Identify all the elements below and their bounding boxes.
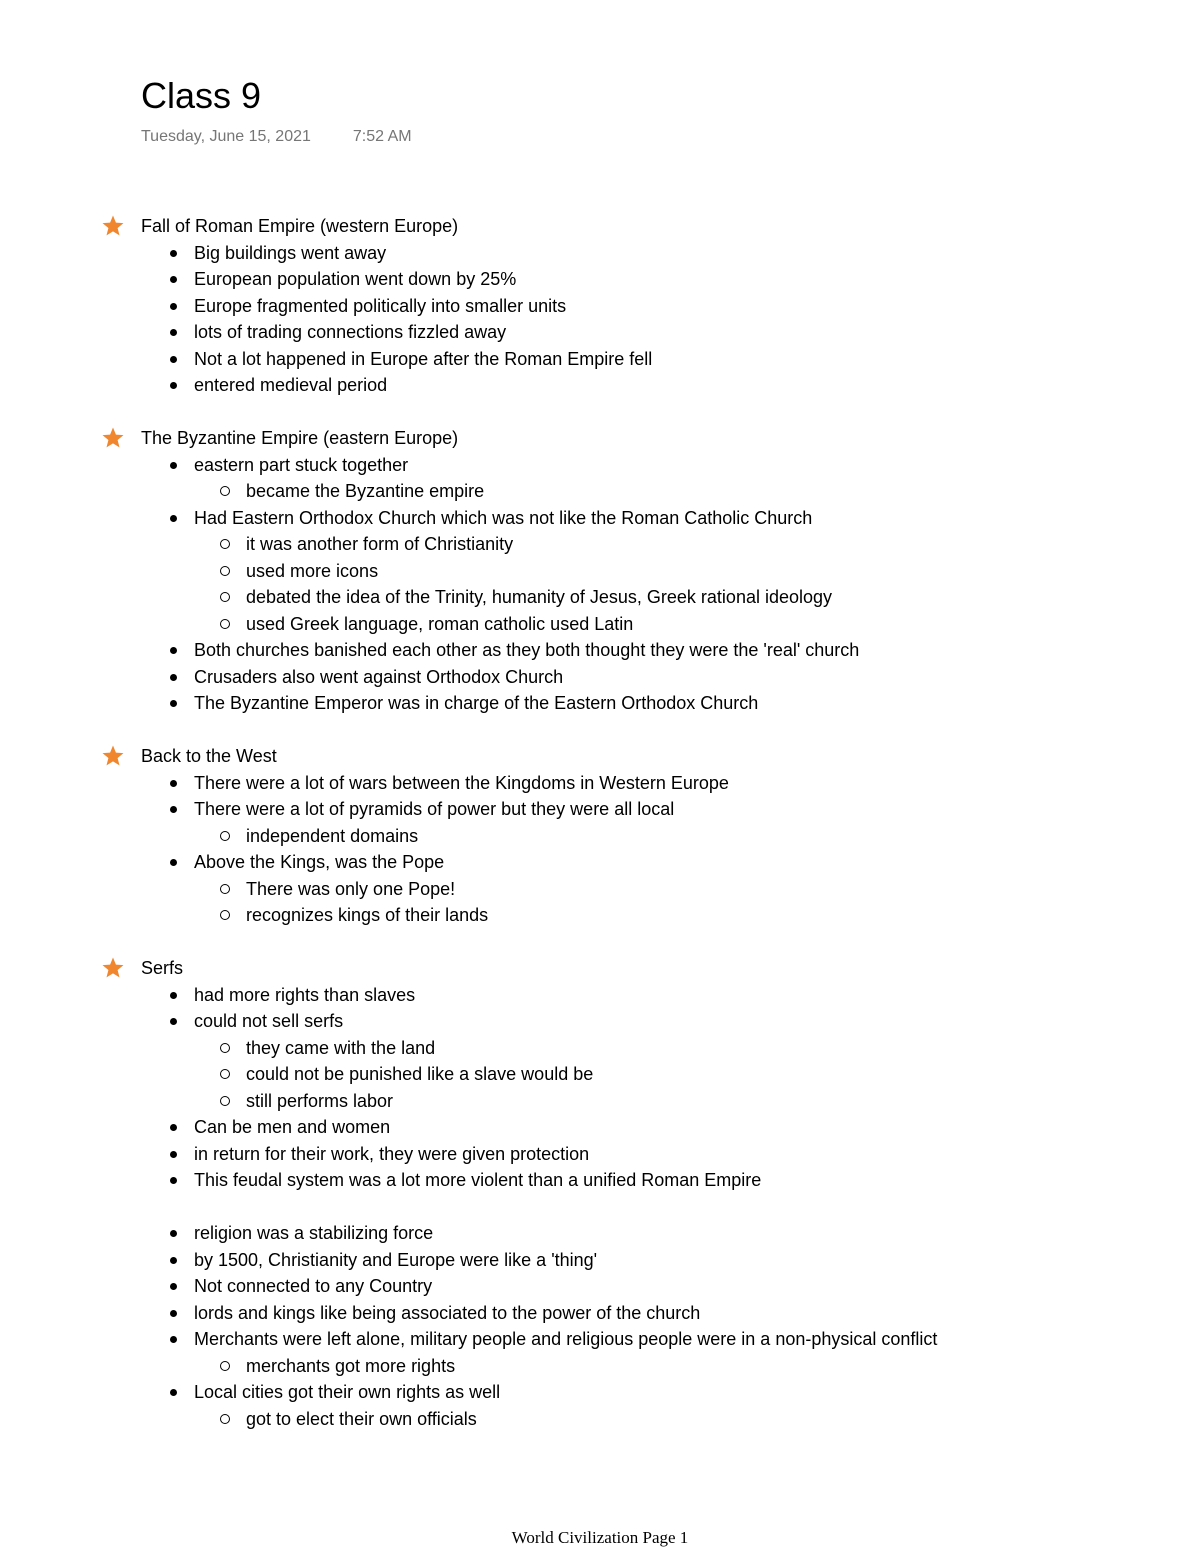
bullet-item: Above the Kings, was the Pope xyxy=(0,849,1200,876)
section-heading xyxy=(0,743,1200,770)
bullet-item: had more rights than slaves xyxy=(0,982,1200,1009)
bullet-item: by 1500, Christianity and Europe were like a 'thing' xyxy=(0,1247,1200,1274)
bullet-list xyxy=(0,1220,1200,1432)
bullet-item: in return for their work, they were given protection xyxy=(0,1141,1200,1168)
section-heading-text: Fall of Roman Empire (western Europe) xyxy=(141,216,459,236)
note-content xyxy=(0,213,1200,1459)
sub-bullet-item: they came with the land xyxy=(0,1035,1200,1062)
bullet-item: Big buildings went away xyxy=(0,240,1200,267)
sub-bullet-item: recognizes kings of their lands xyxy=(0,902,1200,929)
sub-bullet-item: merchants got more rights xyxy=(0,1353,1200,1380)
sub-bullet-item: debated the idea of the Trinity, humanity of Jesus, Greek rational ideology xyxy=(0,584,1200,611)
section-heading xyxy=(0,955,1200,982)
bullet-item: entered medieval period xyxy=(0,372,1200,399)
bullet-item: Local cities got their own rights as well xyxy=(0,1379,1200,1406)
bullet-item: The Byzantine Emperor was in charge of the Eastern Orthodox Church xyxy=(0,690,1200,717)
bullet-item: European population went down by 25% xyxy=(0,266,1200,293)
bullet-list xyxy=(0,240,1200,399)
page-time: 7:52 AM xyxy=(352,128,412,145)
bullet-list xyxy=(0,770,1200,929)
note-section xyxy=(0,955,1200,1194)
bullet-item: Had Eastern Orthodox Church which was not like the Roman Catholic Church xyxy=(0,505,1200,532)
section-heading-text: Back to the West xyxy=(141,746,277,766)
note-section xyxy=(0,743,1200,929)
section-heading xyxy=(0,425,1200,452)
bullet-item: Both churches banished each other as they both thought they were the 'real' church xyxy=(0,637,1200,664)
bullet-item: could not sell serfs xyxy=(0,1008,1200,1035)
bullet-item: lords and kings like being associated to the power of the church xyxy=(0,1300,1200,1327)
sub-bullet-item: could not be punished like a slave would be xyxy=(0,1061,1200,1088)
section-heading-text: The Byzantine Empire (eastern Europe) xyxy=(141,428,459,448)
star-icon xyxy=(101,956,125,980)
note-section xyxy=(0,1220,1200,1432)
page-footer: World Civilization Page 1 xyxy=(511,1528,689,1547)
bullet-item: Crusaders also went against Orthodox Church xyxy=(0,664,1200,691)
page-date: Tuesday, June 15, 2021 xyxy=(141,128,311,145)
note-section xyxy=(0,213,1200,399)
page-title: Class 9 xyxy=(141,75,262,116)
star-icon xyxy=(101,744,125,768)
sub-bullet-item: became the Byzantine empire xyxy=(0,478,1200,505)
section-heading xyxy=(0,213,1200,240)
bullet-item: Not a lot happened in Europe after the Roman Empire fell xyxy=(0,346,1200,373)
sub-bullet-item: independent domains xyxy=(0,823,1200,850)
star-icon xyxy=(101,214,125,238)
bullet-item: There were a lot of pyramids of power but they were all local xyxy=(0,796,1200,823)
bullet-list xyxy=(0,452,1200,717)
sub-bullet-item: There was only one Pope! xyxy=(0,876,1200,903)
bullet-item: Europe fragmented politically into smaller units xyxy=(0,293,1200,320)
sub-bullet-item: got to elect their own officials xyxy=(0,1406,1200,1433)
bullet-item: Not connected to any Country xyxy=(0,1273,1200,1300)
bullet-item: This feudal system was a lot more violent than a unified Roman Empire xyxy=(0,1167,1200,1194)
sub-bullet-item: it was another form of Christianity xyxy=(0,531,1200,558)
page-meta xyxy=(141,127,412,147)
note-section xyxy=(0,425,1200,717)
bullet-item: lots of trading connections fizzled away xyxy=(0,319,1200,346)
sub-bullet-item: used Greek language, roman catholic used Latin xyxy=(0,611,1200,638)
bullet-item: There were a lot of wars between the Kingdoms in Western Europe xyxy=(0,770,1200,797)
star-icon xyxy=(101,426,125,450)
sub-bullet-item: still performs labor xyxy=(0,1088,1200,1115)
bullet-item: Can be men and women xyxy=(0,1114,1200,1141)
section-heading-text: Serfs xyxy=(141,958,184,978)
bullet-item: eastern part stuck together xyxy=(0,452,1200,479)
bullet-item: religion was a stabilizing force xyxy=(0,1220,1200,1247)
sub-bullet-item: used more icons xyxy=(0,558,1200,585)
bullet-item: Merchants were left alone, military people and religious people were in a non-physical conflict xyxy=(0,1326,1200,1353)
bullet-list xyxy=(0,982,1200,1194)
